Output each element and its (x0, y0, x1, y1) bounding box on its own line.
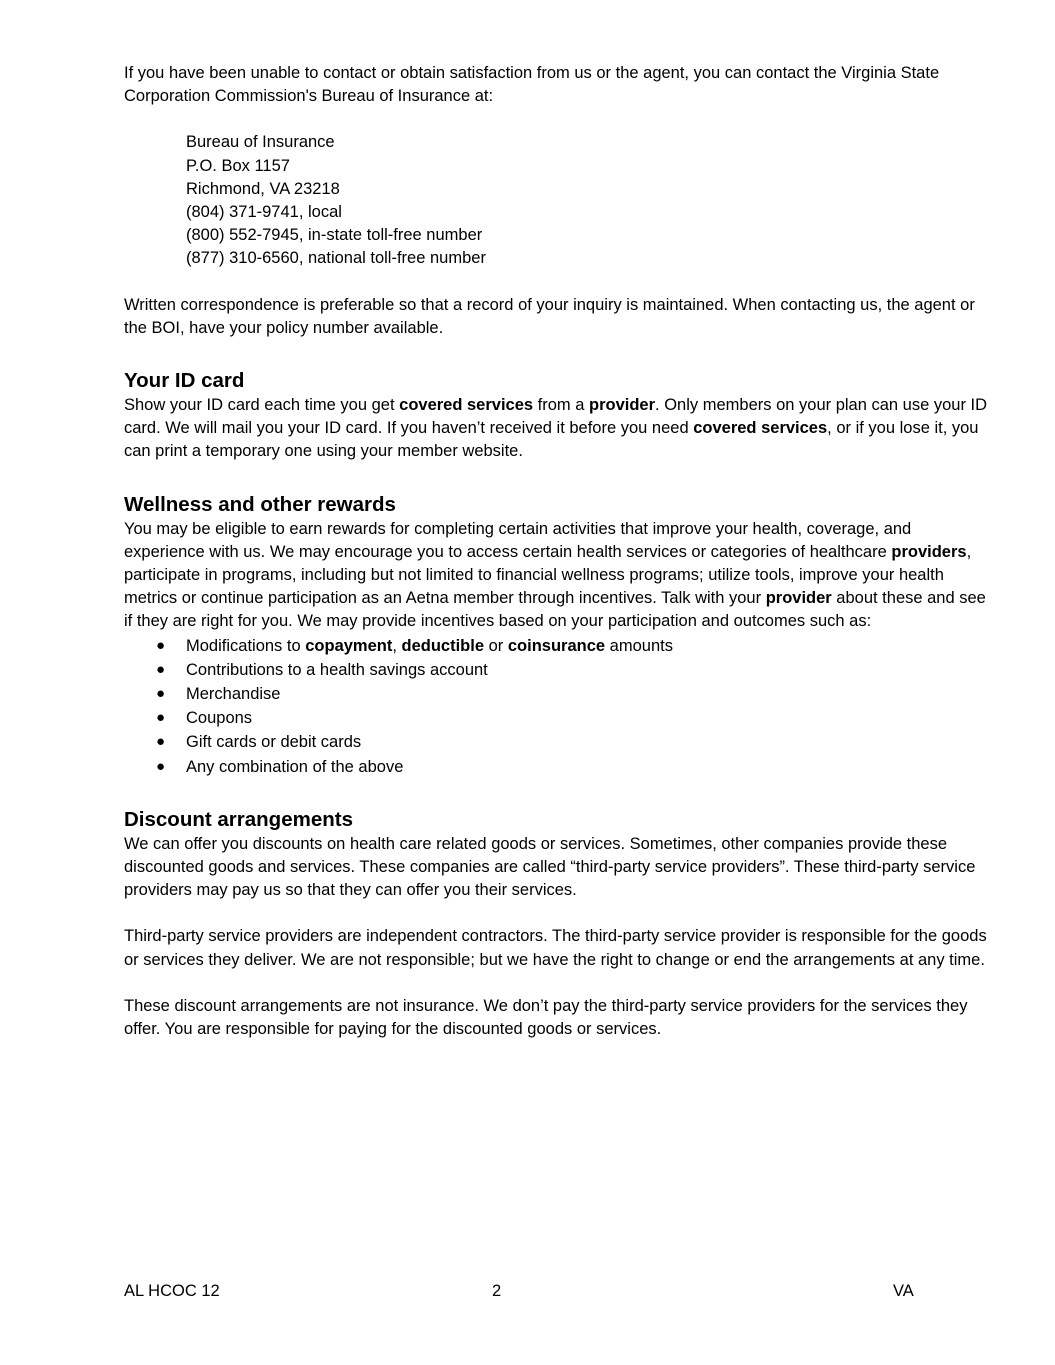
list-item: ● Any combination of the above (124, 755, 996, 779)
list-item: ● Contributions to a health savings account (124, 658, 996, 682)
bullet-icon: ● (156, 660, 166, 678)
address-po-box: P.O. Box 1157 (186, 156, 290, 175)
footer-form-code: AL HCOC 12 (124, 1282, 220, 1300)
discount-paragraph-1: We can offer you discounts on health care related goods or services. Sometimes, other companies provide these discounted goods and services. These companies are called “third-party service providers”. These third-party service providers may pay us so that they can offer you their services. (124, 834, 976, 900)
bullet-icon: ● (156, 757, 166, 775)
rewards-list (124, 634, 996, 779)
contact-intro-paragraph: If you have been unable to contact or obtain satisfaction from us or the agent, you can contact the Virginia State Corporation Commission's Bureau of Insurance at: (124, 64, 940, 106)
written-correspondence-paragraph: Written correspondence is preferable so that a record of your inquiry is maintained. When contacting us, the agent or the BOI, have your policy number available. (124, 295, 975, 337)
document-page (124, 62, 996, 1041)
id-card-paragraph: Show your ID card each time you get covered services from a provider. Only members on your plan can use your ID card. We will mail you your ID card. If you haven’t received it before you need covered services, or if you lose it, you can print a temporary one using your member website. (124, 396, 988, 461)
bullet-icon: ● (156, 685, 166, 703)
list-item: ● Modifications to copayment, deductible or coinsurance amounts (124, 634, 996, 658)
address-phone-local: (804) 371-9741, local (186, 203, 342, 222)
bullet-icon: ● (156, 636, 166, 654)
address-phone-national: (877) 310-6560, national toll-free number (186, 249, 486, 268)
discount-paragraph-2: Third-party service providers are independent contractors. The third-party service provider is responsible for the goods or services they deliver. We are not responsible; but we have the right to change or end the arrangements at any time. (124, 927, 987, 969)
discount-paragraph-3: These discount arrangements are not insurance. We don’t pay the third-party service providers for the services they offer. You are responsible for paying for the discounted goods or services. (124, 996, 968, 1039)
address-name: Bureau of Insurance (186, 133, 335, 152)
list-item: ● Coupons (124, 706, 996, 730)
list-item: ● Merchandise (124, 682, 996, 706)
address-city: Richmond, VA 23218 (186, 179, 340, 198)
wellness-paragraph: You may be eligible to earn rewards for completing certain activities that improve your health, coverage, and experience with us. We may encourage you to access certain health services or categories of healthcare providers, participate in programs, including but not limited to financial wellness programs; utilize tools, improve your health metrics or continue participation as an Aetna member through incentives. Talk with your provider about these and see if they are right for you. We may provide incentives based on your participation and outcomes such as: (124, 519, 986, 631)
boi-address-block (186, 131, 996, 270)
footer-page-number: 2 (492, 1282, 502, 1300)
discount-heading: Discount arrangements (124, 807, 353, 831)
wellness-heading: Wellness and other rewards (124, 492, 396, 516)
list-item: ● Gift cards or debit cards (124, 730, 996, 754)
id-card-heading: Your ID card (124, 369, 245, 393)
bullet-icon: ● (156, 709, 166, 727)
address-phone-instate: (800) 552-7945, in-state toll-free number (186, 226, 483, 245)
bullet-icon: ● (156, 733, 166, 751)
footer-state: VA (893, 1282, 914, 1300)
